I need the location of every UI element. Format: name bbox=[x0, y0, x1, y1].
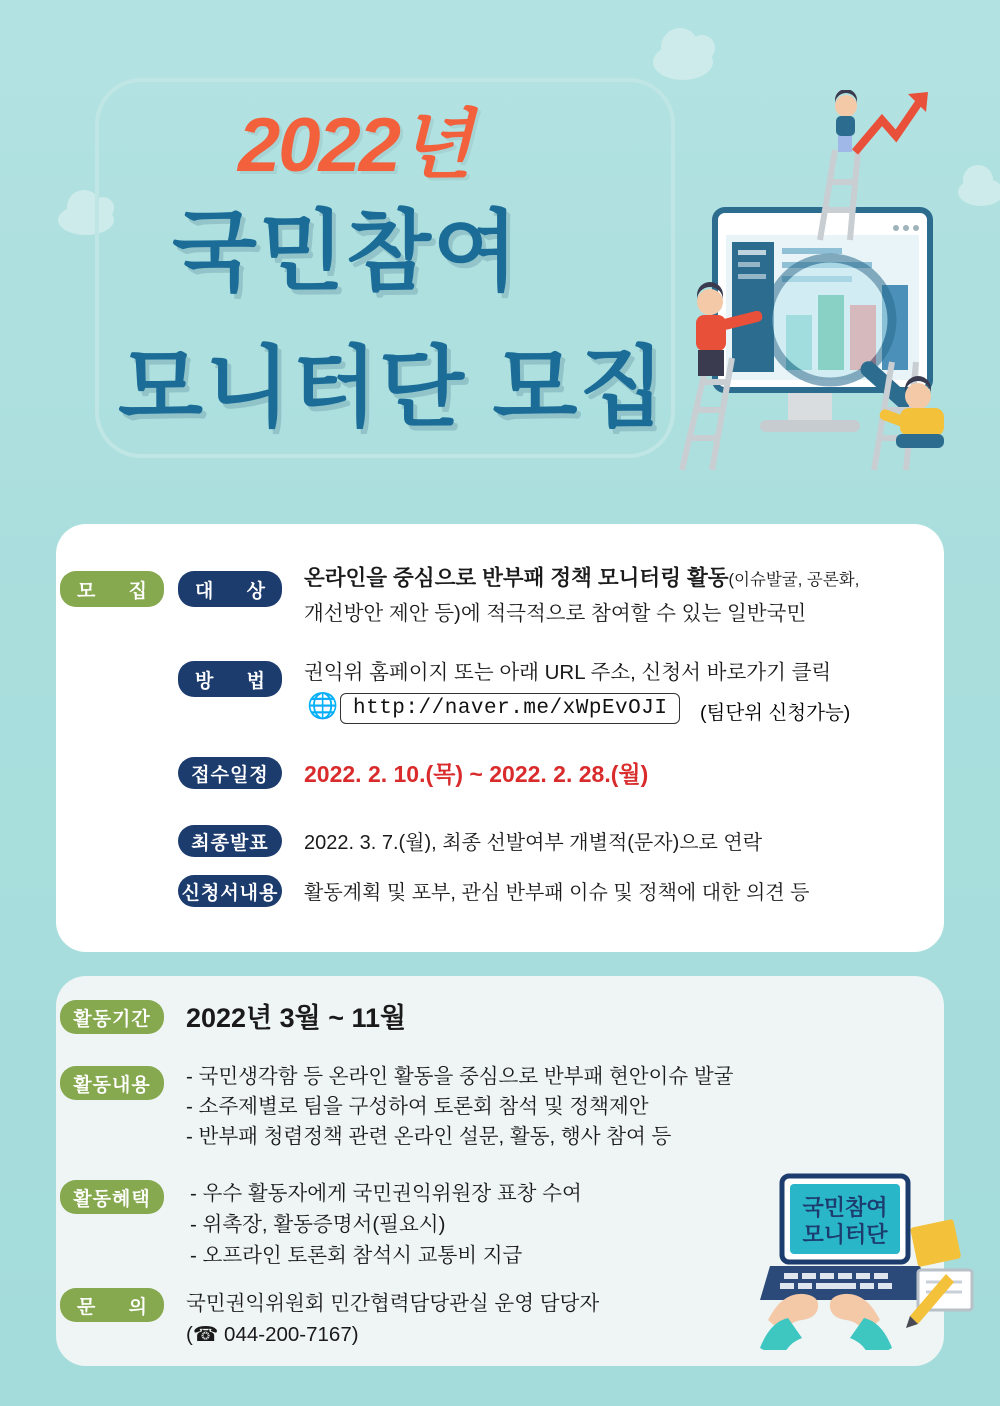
label-result: 최종발표 bbox=[178, 825, 282, 857]
method-note: (팀단위 신청가능) bbox=[700, 702, 851, 724]
target-text bbox=[304, 562, 924, 630]
label-activity-benefit: 활동혜택 bbox=[60, 1180, 164, 1214]
svg-text:국민참여: 국민참여 bbox=[802, 1195, 888, 1220]
label-activity-content: 활동내용 bbox=[60, 1066, 164, 1100]
list-item: - 오프라인 토론회 참석시 교통비 지급 bbox=[190, 1244, 523, 1267]
svg-text:모니터단: 모니터단 bbox=[802, 1222, 888, 1247]
label-form-content: 신청서내용 bbox=[178, 875, 282, 907]
label-recruit-section: 모 집 bbox=[60, 571, 164, 607]
label-contact: 문 의 bbox=[60, 1288, 164, 1322]
list-item: - 반부패 청렴정책 관련 온라인 설문, 활동, 행사 참여 등 bbox=[186, 1125, 672, 1148]
label-schedule: 접수일정 bbox=[178, 757, 282, 789]
method-text: 권익위 홈페이지 또는 아래 URL 주소, 신청서 바로가기 클릭 bbox=[304, 661, 832, 684]
result-text: 2022. 3. 7.(월), 최종 선발여부 개별적(문자)으로 연락 bbox=[304, 832, 763, 854]
activity-period-text: 2022년 3월 ~ 11월 bbox=[186, 1003, 407, 1033]
laptop-illustration bbox=[760, 1170, 980, 1350]
label-activity-period: 활동기간 bbox=[60, 1000, 164, 1034]
monitoring-illustration bbox=[660, 90, 980, 490]
list-item: - 소주제별로 팀을 구성하여 토론회 참석 및 정책제안 bbox=[186, 1095, 649, 1118]
poster-title-line1: 국민참여 bbox=[172, 202, 521, 301]
list-item: - 우수 활동자에게 국민권익위원장 표창 수여 bbox=[190, 1182, 582, 1205]
target-text-small: (이슈발굴, 공론화, bbox=[728, 571, 860, 589]
schedule-text: 2022. 2. 10.(목) ~ 2022. 2. 28.(월) bbox=[304, 761, 649, 787]
list-item: - 국민생각함 등 온라인 활동을 중심으로 반부패 현안이슈 발굴 bbox=[186, 1065, 734, 1088]
activity-content-list bbox=[186, 1062, 733, 1152]
poster-title-line2: 모니터단 모집 bbox=[118, 338, 667, 437]
list-item: - 위촉장, 활동증명서(필요시) bbox=[190, 1213, 446, 1236]
poster-year: 2022년 bbox=[238, 103, 471, 188]
activity-benefit-list bbox=[190, 1178, 582, 1271]
target-text-line2: 개선방안 제안 등)에 적극적으로 참여할 수 있는 일반국민 bbox=[304, 602, 807, 625]
application-url[interactable]: http://naver.me/xWpEvOJI bbox=[340, 693, 680, 724]
label-target: 대 상 bbox=[178, 571, 282, 607]
form-content-text: 활동계획 및 포부, 관심 반부패 이슈 및 정책에 대한 의견 등 bbox=[304, 882, 810, 904]
globe-icon: 🌐 bbox=[307, 692, 339, 720]
label-method: 방 법 bbox=[178, 661, 282, 697]
target-text-bold: 온라인을 중심으로 반부패 정책 모니터링 활동 bbox=[304, 566, 729, 590]
contact-block bbox=[186, 1288, 599, 1350]
contact-office: 국민권익위원회 민간협력담당관실 운영 담당자 bbox=[186, 1292, 600, 1315]
contact-phone: (☎ 044-200-7167) bbox=[186, 1323, 359, 1346]
cloud-decoration-icon bbox=[653, 44, 713, 80]
